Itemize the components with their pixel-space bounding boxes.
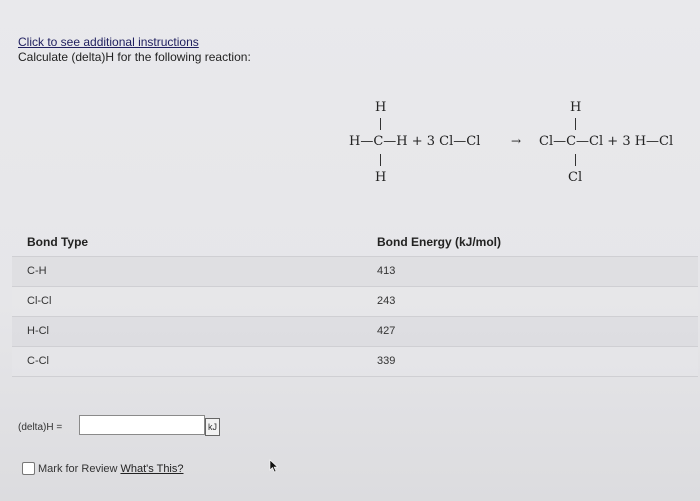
reactant-bottom-bond xyxy=(380,154,381,166)
table-row xyxy=(12,316,698,346)
mark-for-review-label: Mark for Review xyxy=(38,462,118,475)
product-bottom-chlorine: Cl xyxy=(568,170,583,185)
mark-for-review xyxy=(22,462,184,475)
mouse-cursor-icon xyxy=(269,459,279,473)
reactant-methane-chlorine: H—C—H + 3 Cl—Cl xyxy=(349,134,481,149)
unit-label: kJ xyxy=(205,418,220,436)
reactant-top-bond xyxy=(380,118,381,130)
bond-energy-cell: 339 xyxy=(377,355,396,367)
table-row xyxy=(12,286,698,316)
reactant-bottom-hydrogen: H xyxy=(375,170,387,185)
column-header-bond-energy: Bond Energy (kJ/mol) xyxy=(377,235,502,249)
bond-type-cell: Cl-Cl xyxy=(27,295,52,307)
bond-energy-cell: 413 xyxy=(377,265,396,277)
reactant-top-hydrogen: H xyxy=(375,100,387,115)
product-top-hydrogen: H xyxy=(570,100,582,115)
delta-h-label: (delta)H = xyxy=(18,422,63,433)
table-row xyxy=(12,256,698,286)
additional-instructions-link[interactable]: Click to see additional instructions xyxy=(18,35,199,49)
mark-for-review-checkbox[interactable] xyxy=(22,462,35,475)
product-chloroform-hcl: Cl—C—Cl + 3 H—Cl xyxy=(539,134,674,149)
bond-energy-cell: 427 xyxy=(377,325,396,337)
question-prompt: Calculate (delta)H for the following reaction: xyxy=(18,50,251,64)
product-top-bond xyxy=(575,118,576,130)
column-header-bond-type: Bond Type xyxy=(27,235,89,249)
delta-h-input[interactable] xyxy=(79,415,205,435)
bond-type-cell: C-H xyxy=(27,265,47,277)
table-row xyxy=(12,346,698,377)
reaction-arrow: → xyxy=(511,134,522,148)
bond-type-cell: H-Cl xyxy=(27,325,49,337)
whats-this-link[interactable]: What's This? xyxy=(120,462,184,475)
bond-energy-cell: 243 xyxy=(377,295,396,307)
product-bottom-bond xyxy=(575,154,576,166)
bond-type-cell: C-Cl xyxy=(27,355,49,367)
